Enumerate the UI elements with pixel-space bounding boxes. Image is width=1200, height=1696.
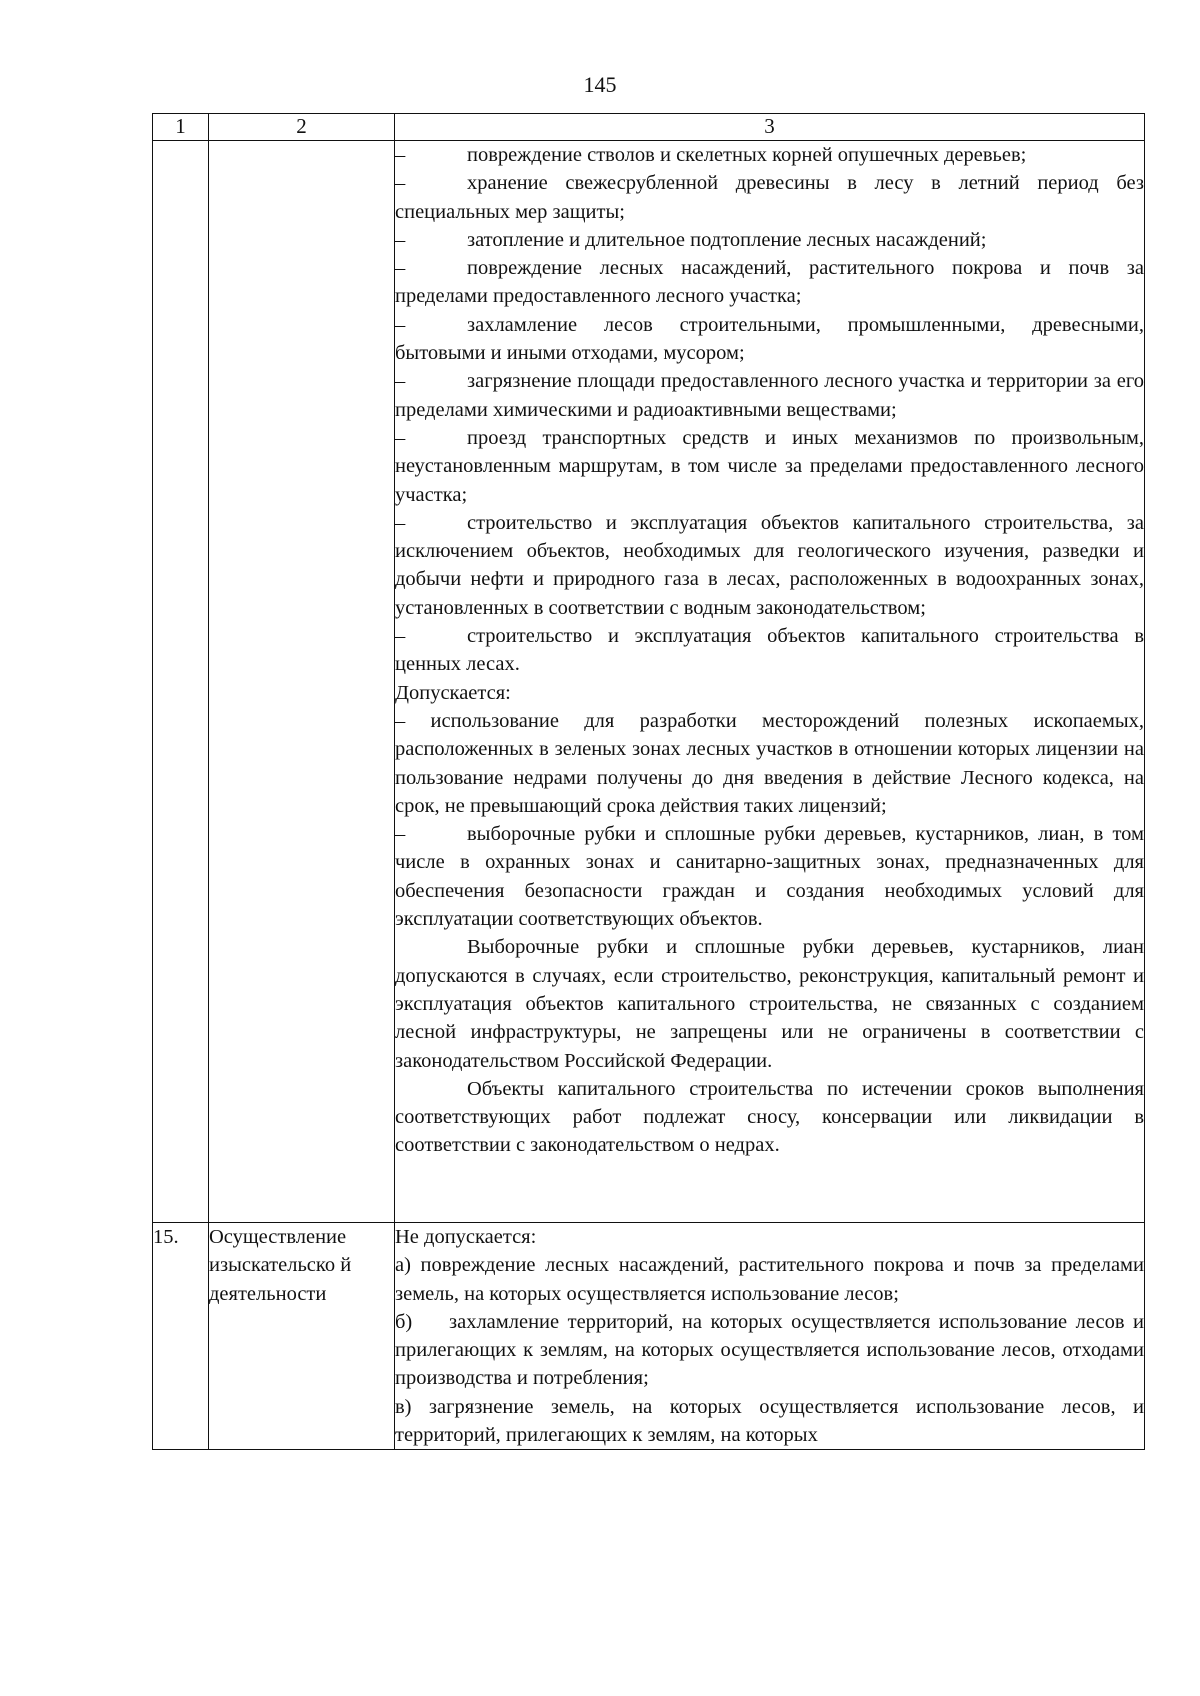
table-header-row	[153, 114, 1145, 141]
letter-marker: б)	[395, 1310, 413, 1333]
requirement-paragraph	[395, 169, 1144, 226]
requirement-paragraph	[395, 679, 1144, 707]
requirement-paragraph	[395, 1075, 1144, 1160]
dash-marker: –	[395, 625, 406, 648]
requirement-paragraph	[395, 311, 1144, 368]
paragraph-text: Объекты капитального строительства по истечении сроков выполнения соответствующих работ подлежат сносу, консервации или ликвидации в соответствии с законодательством о недрах.	[395, 1077, 1144, 1157]
requirement-paragraph	[395, 1223, 1144, 1251]
dash-marker: –	[395, 144, 406, 166]
requirement-paragraph	[395, 1308, 1144, 1393]
column-header-2: 2	[209, 114, 395, 141]
dash-marker: –	[395, 172, 406, 195]
paragraph-text: затопление и длительное подтопление лесных насаждений;	[467, 228, 987, 251]
requirement-paragraph	[395, 1393, 1144, 1450]
row-name-cell: Осуществление изыскательско й деятельности	[209, 1223, 395, 1450]
paragraph-text: строительство и эксплуатация объектов капитального строительства, за исключением объектов, необходимых для геологического изучения, разведки и добычи нефти и природного газа в лесах, расположенных в водоохранных зонах, установленных в соответствии с водным законодательством;	[395, 511, 1144, 619]
dash-marker: –	[395, 823, 406, 846]
paragraph-text: Выборочные рубки и сплошные рубки деревьев, кустарников, лиан допускаются в случаях, если строительство, реконструкция, капитальный ремонт и эксплуатация объектов капитального строительства, не связанных с созданием лесной инфраструктуры, не запрещены или не ограничены в соответствии с законодательством Российской Федерации.	[395, 936, 1144, 1072]
row-content-cell	[395, 1223, 1145, 1450]
row-number-cell: 15.	[153, 1223, 209, 1450]
requirement-paragraph	[395, 367, 1144, 424]
requirement-paragraph	[395, 254, 1144, 311]
paragraph-text: повреждение стволов и скелетных корней опушечных деревьев;	[467, 144, 1027, 166]
paragraph-text: повреждение лесных насаждений, растительного покрова и почв за пределами предоставленного лесного участка;	[395, 257, 1144, 308]
column-header-3: 3	[395, 114, 1145, 141]
paragraph-text: захламление территорий, на которых осуществляется использование лесов и прилегающих к землям, на которых осуществляется использование лесов, отходами производства и потребления;	[395, 1310, 1144, 1390]
table-row-15	[153, 1223, 1145, 1450]
page-number: 145	[583, 72, 617, 97]
requirements-list	[395, 141, 1144, 1160]
paragraph-text: Не допускается:	[395, 1226, 537, 1248]
dash-marker: –	[395, 313, 406, 336]
row-name-cell	[209, 141, 395, 1223]
row-number-cell	[153, 141, 209, 1223]
paragraph-text: хранение свежесрубленной древесины в лесу в летний период без специальных мер защиты;	[395, 172, 1144, 223]
requirements-list	[395, 1223, 1144, 1449]
column-header-1: 1	[153, 114, 209, 141]
requirement-paragraph	[395, 226, 1144, 254]
requirement-paragraph	[395, 509, 1144, 622]
requirement-paragraph	[395, 622, 1144, 679]
paragraph-text: – использование для разработки месторождений полезных ископаемых, расположенных в зеленых зонах лесных участков в отношении которых лицензии на пользование недрами получены до дня введения в действие Лесного кодекса, на срок, не превышающий срока действия таких лицензий;	[395, 709, 1144, 817]
row-content-cell	[395, 141, 1145, 1223]
paragraph-text: захламление лесов строительными, промышленными, древесными, бытовыми и иными отходами, мусором;	[395, 313, 1144, 365]
dash-marker: –	[395, 257, 406, 280]
paragraph-text: проезд транспортных средств и иных механизмов по произвольным, неустановленным маршрутам, в том числе за пределами предоставленного лесного участка;	[395, 426, 1144, 506]
requirement-paragraph	[395, 933, 1144, 1074]
regulations-table	[152, 113, 1145, 1450]
dash-marker: –	[395, 228, 406, 251]
paragraph-text: загрязнение площади предоставленного лесного участка и территории за его пределами химическими и радиоактивными веществами;	[395, 370, 1144, 421]
dash-marker: –	[395, 370, 406, 393]
requirement-paragraph	[395, 424, 1144, 509]
requirement-paragraph	[395, 1251, 1144, 1308]
paragraph-text: в) загрязнение земель, на которых осуществляется использование лесов, и территорий, прилегающих к землям, на которых	[395, 1395, 1144, 1447]
paragraph-text: Допускается:	[395, 681, 511, 704]
paragraph-text: а) повреждение лесных насаждений, растительного покрова и почв за пределами земель, на которых осуществляется использование лесов;	[395, 1254, 1144, 1305]
requirement-paragraph	[395, 141, 1144, 169]
requirement-paragraph	[395, 820, 1144, 933]
dash-marker: –	[395, 426, 406, 449]
requirement-paragraph	[395, 707, 1144, 820]
paragraph-text: строительство и эксплуатация объектов капитального строительства в ценных лесах.	[395, 625, 1144, 676]
dash-marker: –	[395, 511, 406, 534]
table-row-continuation	[153, 141, 1145, 1223]
paragraph-text: выборочные рубки и сплошные рубки деревьев, кустарников, лиан, в том числе в охранных зонах и санитарно-защитных зонах, предназначенных для обеспечения безопасности граждан и создания необходимых условий для эксплуатации соответствующих объектов.	[395, 823, 1144, 931]
